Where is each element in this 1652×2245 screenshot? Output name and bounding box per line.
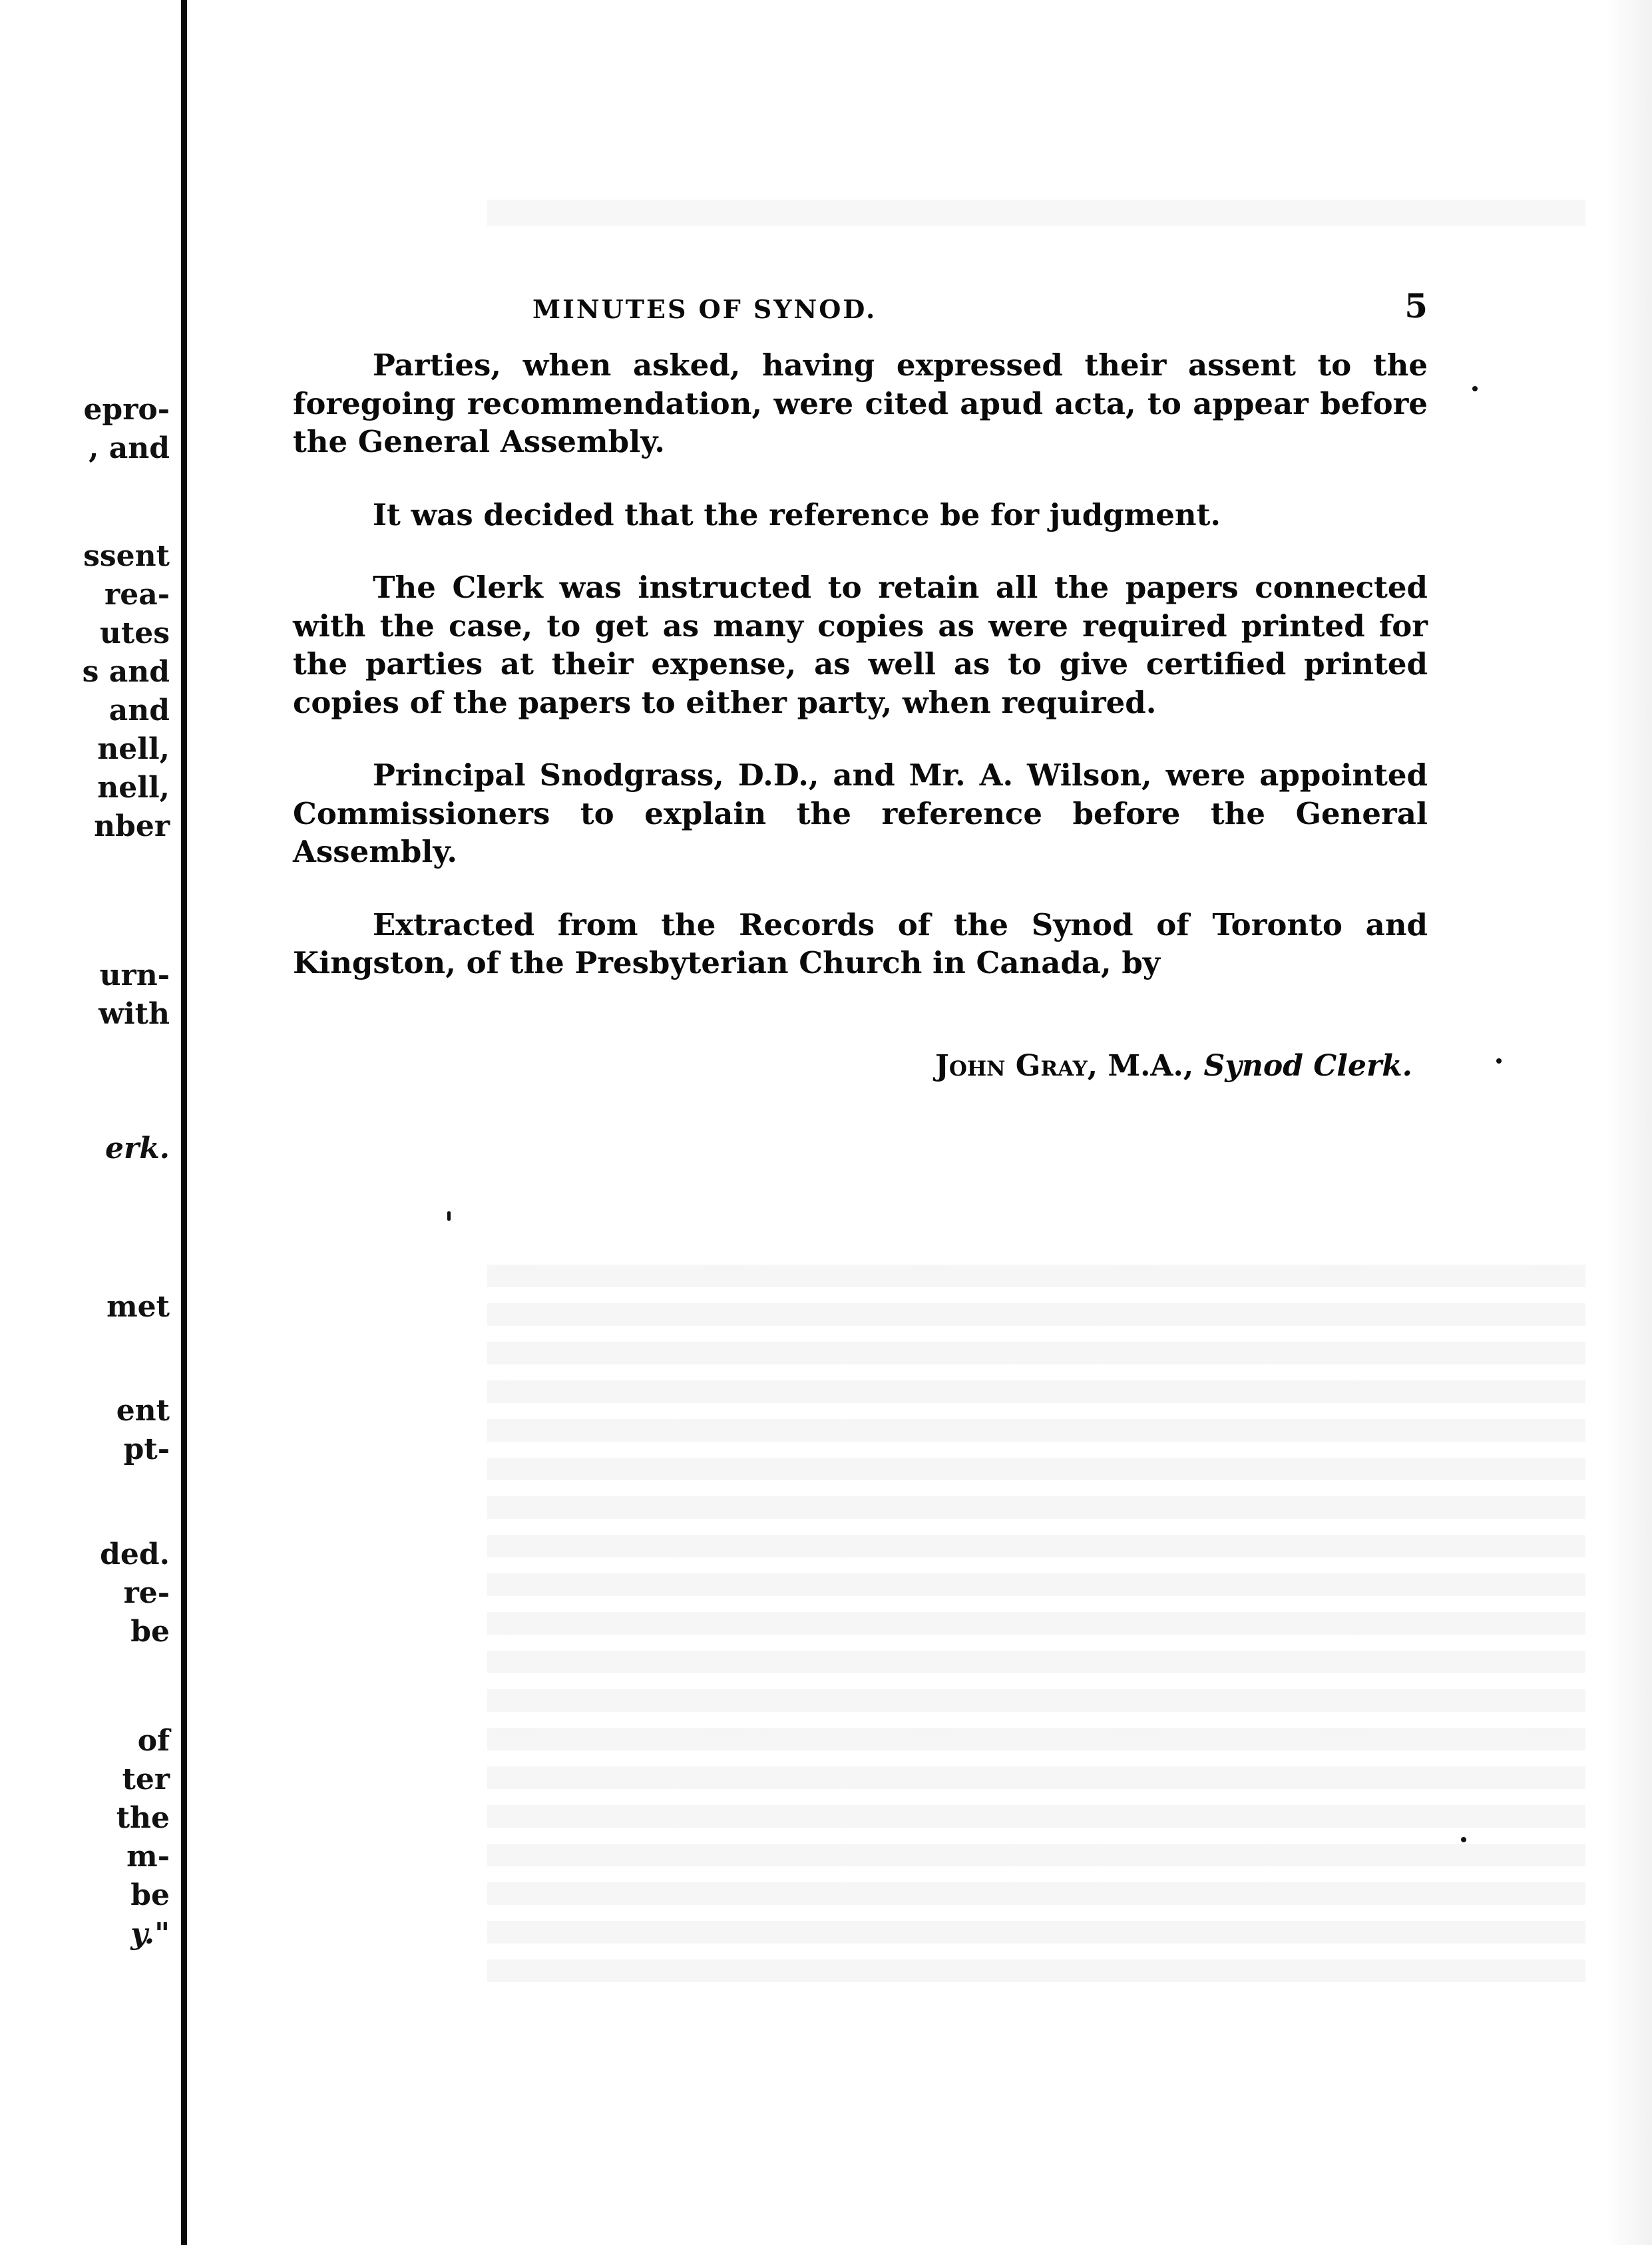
left-page-fragment [0,0,174,2245]
body-text [293,346,1428,982]
left-fragment-line: of [137,1724,170,1758]
left-fragment-line: and [108,694,170,727]
paragraph: Extracted from the Records of the Synod of Toronto and Kingston, of the Presbyterian Church in Canada, by [293,907,1428,980]
signature [935,1049,1412,1083]
left-fragment-line: ter [122,1762,170,1796]
left-fragment-line: , and [89,431,170,465]
left-fragment-line: re- [123,1576,170,1610]
signature-title: Synod Clerk. [1203,1049,1412,1083]
gutter-edge-line [181,0,187,2245]
left-fragment-line: with [99,997,170,1031]
left-fragment-line: s and [82,655,170,689]
left-fragment-line: urn- [99,958,170,992]
ink-speck [1472,386,1478,391]
show-through-band [487,1265,1585,1997]
left-fragment-line: ent [116,1394,170,1428]
left-fragment-line: pt- [123,1432,170,1466]
left-fragment-line: ded. [100,1537,170,1571]
ink-speck [1461,1837,1466,1842]
running-head: MINUTES OF SYNOD. [532,294,877,324]
page-number: 5 [1404,286,1428,325]
right-page [194,0,1652,2245]
left-fragment-line: ssent [83,539,170,573]
left-fragment-line: epro- [83,393,170,427]
page-header [293,286,1428,326]
left-fragment-line: utes [99,616,170,650]
left-fragment-line: y." [130,1917,170,1951]
left-fragment-line: be [130,1615,170,1649]
paragraph: Principal Snodgrass, D.D., and Mr. A. Wilson, were appointed Commissioners to explain the reference before the General Assembly. [293,757,1428,869]
left-fragment-line: rea- [104,578,170,612]
signature-name: John Gray, M.A., [935,1049,1194,1083]
left-fragment-line: nell, [97,771,170,805]
paragraph: It was decided that the reference be for judgment. [373,497,1221,532]
left-fragment-line: be [130,1878,170,1912]
left-fragment-line: m- [126,1840,170,1874]
paragraph: The Clerk was instructed to retain all the papers connected with the case, to get as many copies as were required printed for the parties at their expense, as well as to give certified printed copies of the papers to either party, when required. [293,570,1428,720]
left-fragment-line: erk. [105,1131,170,1165]
ink-speck [1496,1058,1502,1064]
page-edge-shade [1605,0,1652,2245]
left-fragment-line: the [116,1801,170,1835]
left-fragment-line: nber [94,809,170,843]
ink-speck [447,1211,451,1221]
paragraph: Parties, when asked, having expressed their assent to the foregoing recommendation, were cited apud acta, to appear before the General Assembly. [293,347,1428,459]
left-fragment-line: nell, [97,732,170,766]
left-fragment-line: met [106,1290,170,1324]
show-through-band [487,200,1585,226]
